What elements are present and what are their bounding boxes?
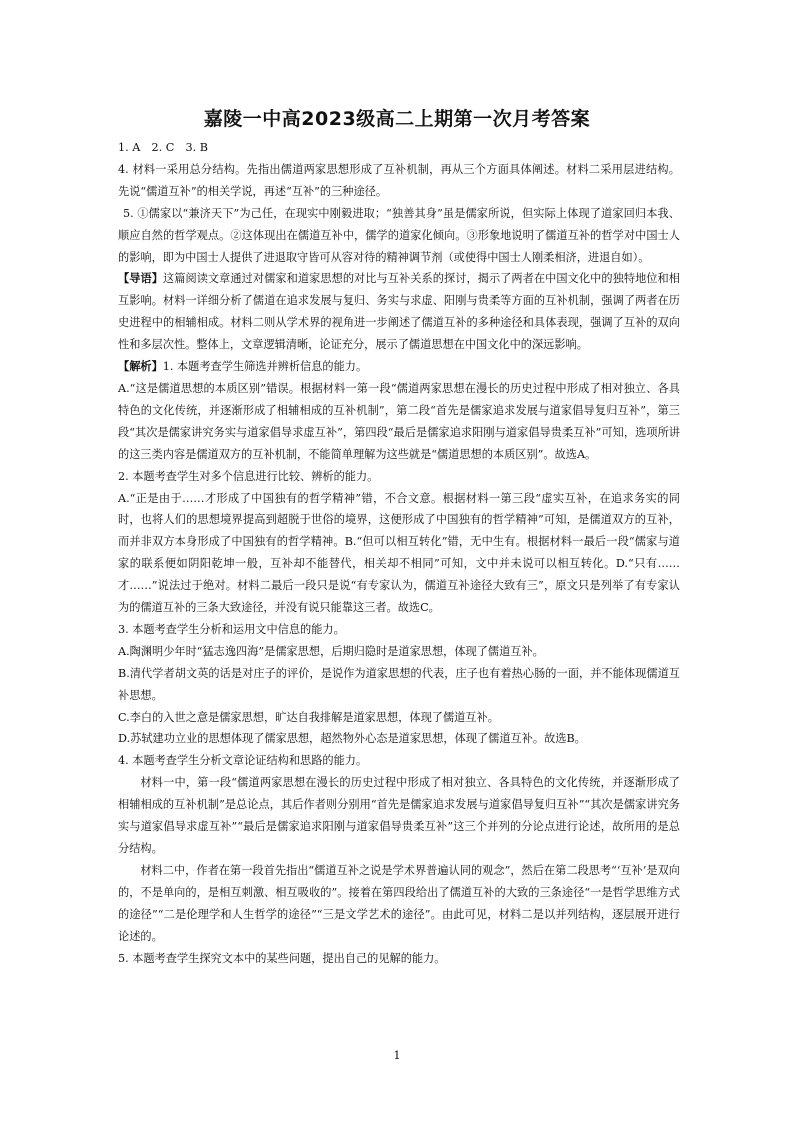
analysis-paragraph: [118, 356, 680, 378]
answer-4: 4. 材料一采用总分结构。先指出儒道两家思想形成了互补机制，再从三个方面具体阐述。材料二采用层进结构。先说“儒道互补”的相关学说，再述“互补”的三种途径。: [118, 162, 680, 198]
guide-tag: 【导语】: [118, 271, 163, 286]
analysis-q2-heading: 2. 本题考查学生对多个信息进行比较、辨析的能力。: [118, 469, 379, 483]
analysis-q1-text: A.“这是儒道思想的本质区别”错误。根据材料一第一段“儒道两家思想在漫长的历史过程中形成了相对独立、各具特色的文化传统，并逐渐形成了相辅相成的互补机制”，第二段“首先是儒家追求发展与道家倡导复归互补”，第三段“其次是儒家讲究务实与道家倡导求虚互补”，第四段“最后是儒家追求阳刚与道家倡导贵柔互补”可知，选项所讲的这三类内容是儒道双方的互补机制，不能简单理解为这些就是“儒道思想的本质区别”。故选A。: [118, 381, 680, 461]
analysis-q3-option-a: A.陶渊明少年时“猛志逸四海”是儒家思想，后期归隐时是道家思想，体现了儒道互补。: [118, 644, 544, 658]
analysis-q3-option-d: D.苏轼建功立业的思想体现了儒家思想，超然物外心态是道家思想，体现了儒道互补。故选B。: [118, 732, 586, 746]
analysis-q3-option-c: C.李白的入世之意是儒家思想，旷达自我排解是道家思想，体现了儒道互补。: [118, 710, 499, 724]
analysis-q4-heading: 4. 本题考查学生分析文章论证结构和思路的能力。: [118, 754, 368, 768]
analysis-q5-heading: 5. 本题考查学生探究文本中的某些问题，提出自己的见解的能力。: [118, 951, 446, 965]
analysis-tag: 【解析】: [118, 359, 163, 374]
guide-paragraph: [118, 268, 680, 356]
answers-mcq: 1. A 2. C 3. B: [118, 141, 208, 154]
analysis-q3-option-b: B.清代学者胡文英的话是对庄子的评价，是说作为道家思想的代表，庄子也有着热心肠的一面，并不能体现儒道互补思想。: [118, 666, 680, 702]
page-title: 嘉陵一中高2023级高二上期第一次月考答案: [203, 108, 591, 130]
analysis-q2-text: A.“正是由于……才形成了中国独有的哲学精神”错，不合文意。根据材料一第三段“虚实互补，在追求务实的同时，也将人们的思想境界提高到超脱于世俗的境界，这便形成了中国独有的哲学精神”可知，是儒道双方的互补，而并非双方本身形成了中国独有的哲学精神。B.“但可以相互转化”错，无中生有。根据材料一最后一段“儒家与道家的联系便如阴阳乾坤一般，互补却不能替代，相关却不相同”可知，文中并未说可以相互转化。D.“只有……才……”说法过于绝对。材料二最后一段只是说“有专家认为，儒道互补途径大致有三”，原文只是列举了有专家认为的儒道互补的三条大致途径，并没有说只能靠这三者。故选C。: [118, 491, 680, 615]
page-number: 1: [393, 1049, 401, 1062]
guide-text: 这篇阅读文章通过对儒家和道家思想的对比与互补关系的探讨，揭示了两者在中国文化中的独特地位和相互影响。材料一详细分析了儒道在追求发展与复归、务实与求虚、阳刚与贵柔等方面的互补机制，强调了两者在历史进程中的相辅相成。材料二则从学术界的视角进一步阐述了儒道互补的多种途径和具体表现，强调了互补的双向性和多层次性。整体上，文章逻辑清晰，论证充分，展示了儒道思想在中国文化中的深远影响。: [118, 272, 680, 352]
analysis-q3-heading: 3. 本题考查学生分析和运用文中信息的能力。: [118, 622, 345, 636]
analysis-q4-material2: 材料二中，作者在第一段首先指出“儒道互补之说是学术界普遍认同的观念”，然后在第二段思考“‘互补’是双向的，不是单向的，是相互刺激、相互吸收的”。接着在第四段给出了儒道互补的大致的三条途径“一是哲学思维方式的途径”“二是伦理学和人生哲学的途径”“三是文学艺术的途径”。由此可见，材料二是以并列结构，逐层展开进行论述的。: [118, 863, 680, 943]
analysis-q1-heading: 1. 本题考查学生筛选并辨析信息的能力。: [162, 360, 368, 374]
answer-5: 5. ①儒家以“兼济天下”为己任，在现实中刚毅进取；“独善其身”虽是儒家所说，但实际上体现了道家回归本我、顺应自然的哲学观点。②这体现出在儒道互补中，儒学的道家化倾向。③形象地说明了儒道互补的哲学对中国士人的影响，即为中国士人提供了进退取守皆可从容对待的精神调节剂（或使得中国士人刚柔相济，进退自如）。: [118, 206, 680, 264]
analysis-q4-material1: 材料一中，第一段“儒道两家思想在漫长的历史过程中形成了相对独立、各具特色的文化传统，并逐渐形成了相辅相成的互补机制”是总论点，其后作者则分别用“首先是儒家追求发展与道家倡导复归互补”“其次是儒家讲究务实与道家倡导求虚互补”“最后是儒家追求阳刚与道家倡导贵柔互补”这三个并列的分论点进行论述，故所用的是总分结构。: [118, 776, 680, 855]
answer-body: [118, 137, 680, 969]
